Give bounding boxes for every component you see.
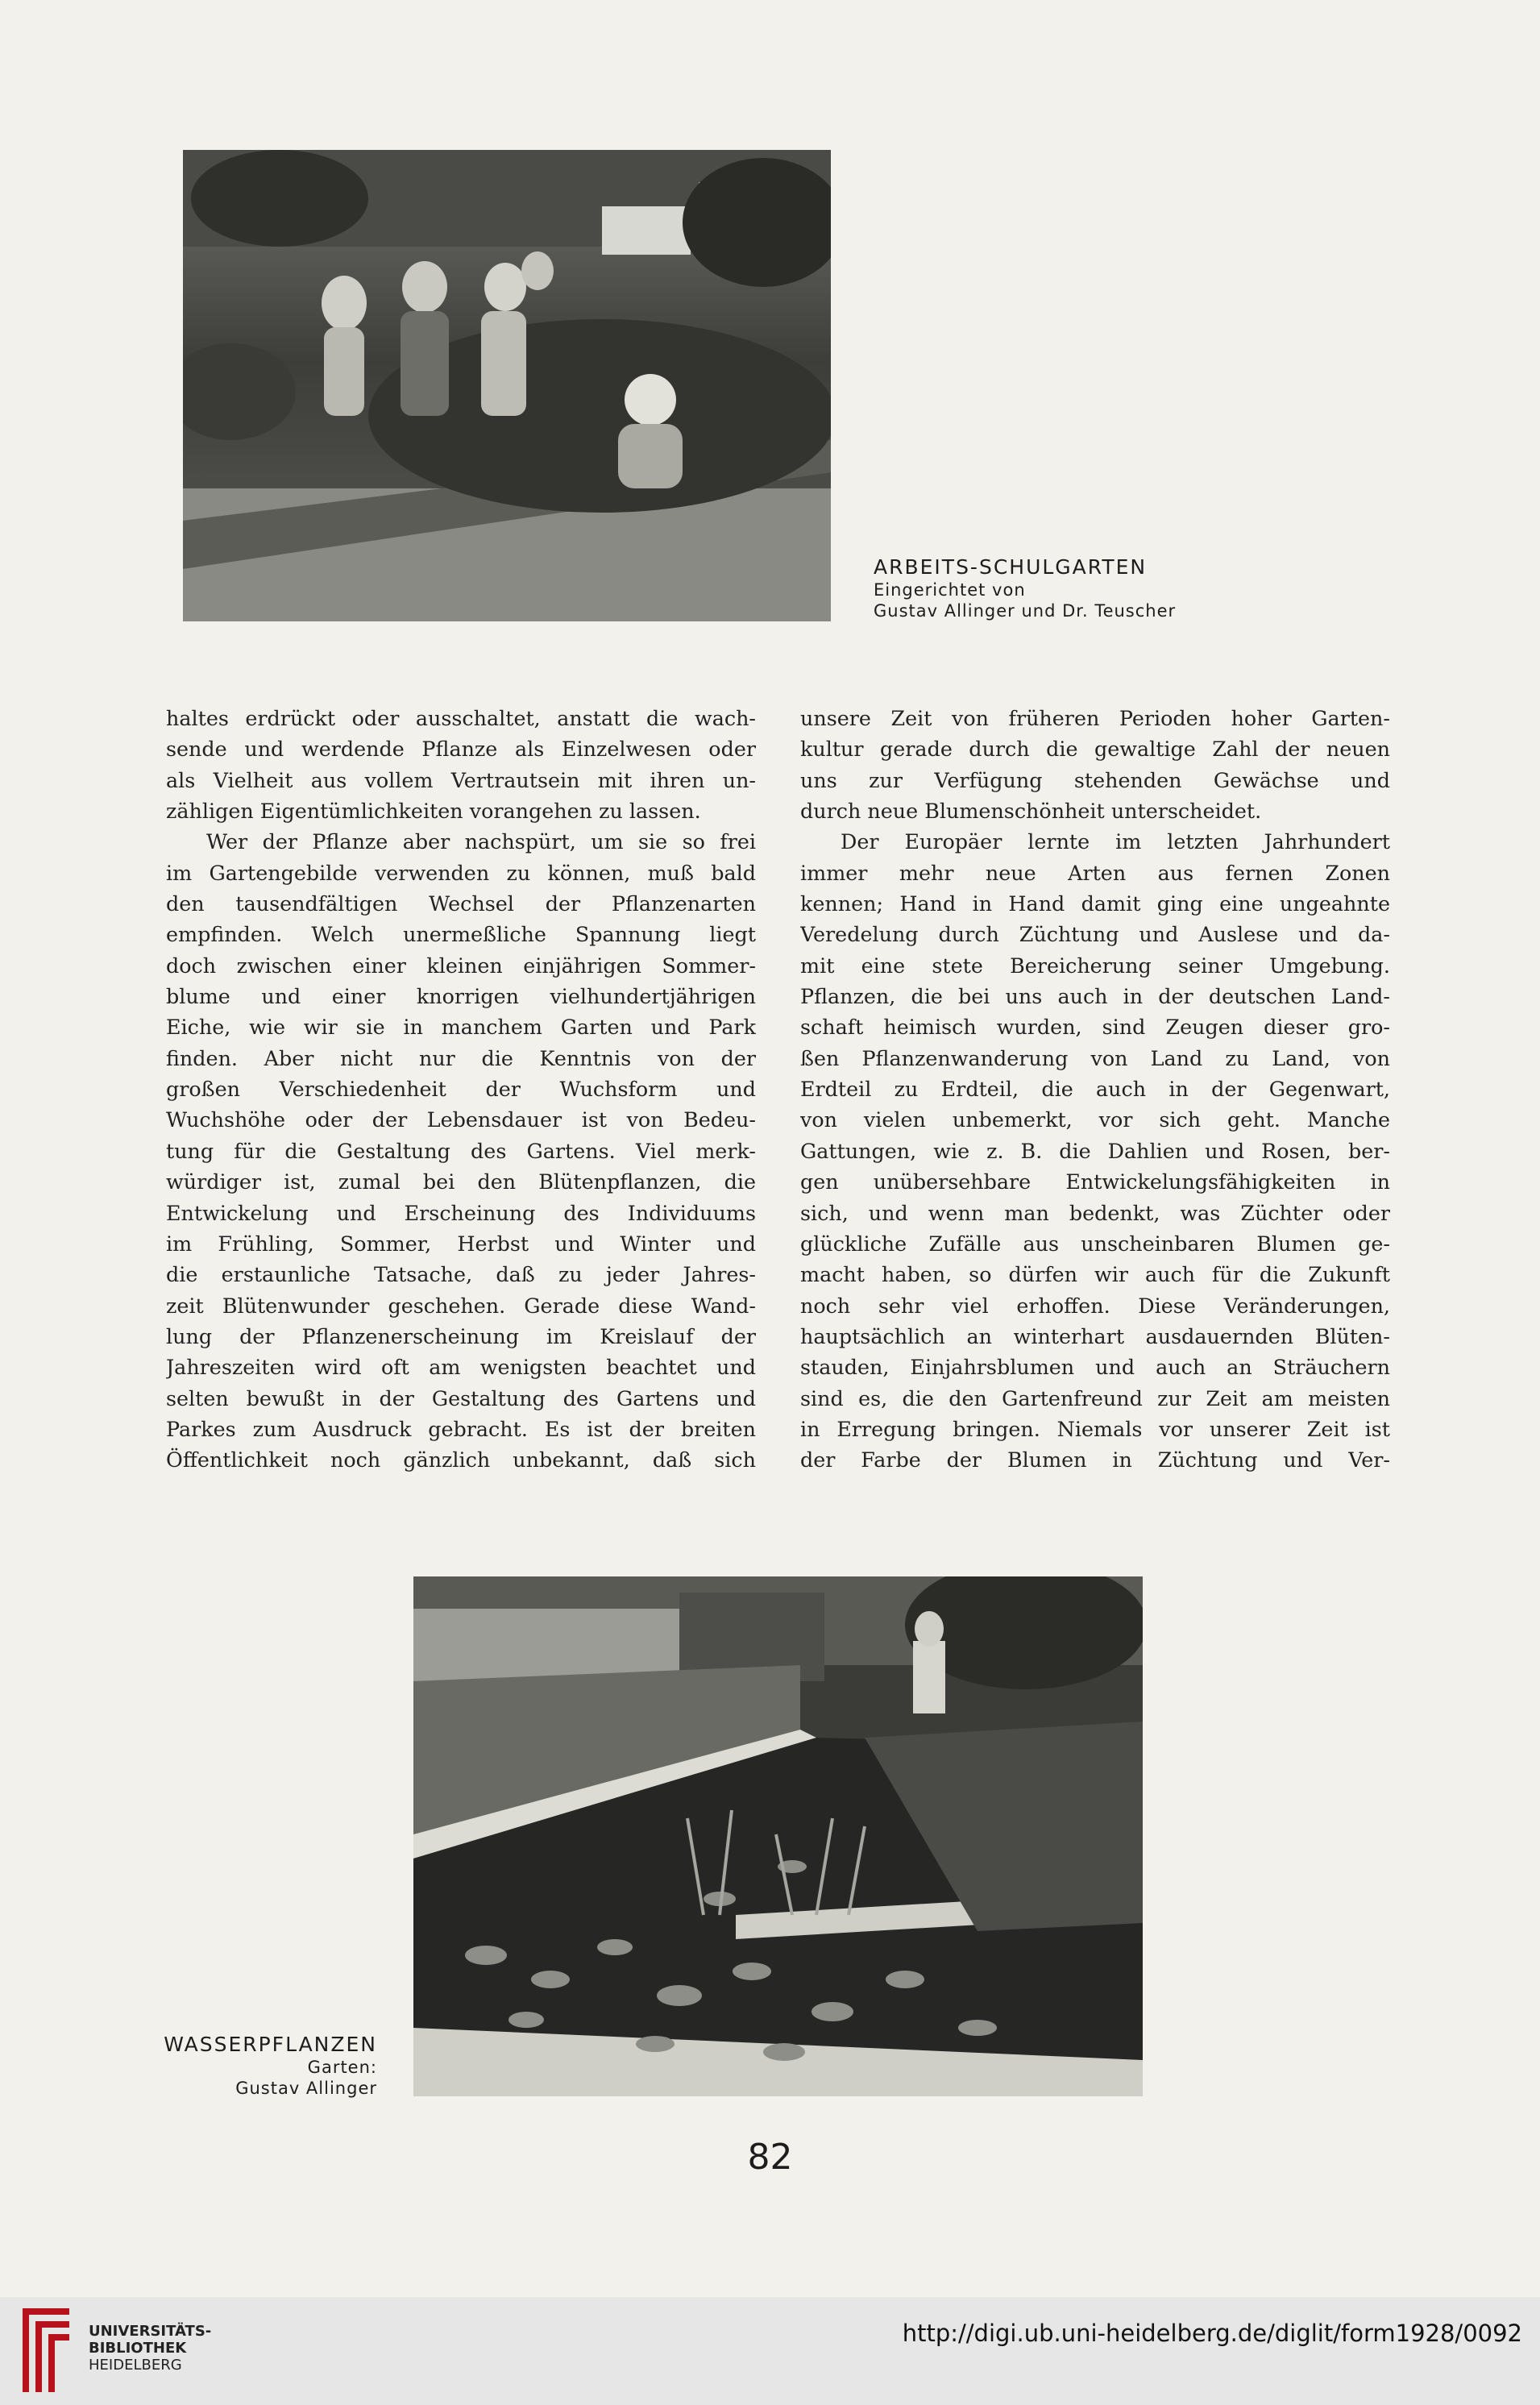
text-line: doch zwischen einer kleinen einjährigen Sommer- — [166, 953, 756, 978]
text-line: Wuchshöhe oder der Lebensdauer ist von Bedeu- — [166, 1107, 756, 1132]
text-line: Gattungen, wie z. B. die Dahlien und Rosen, ber- — [800, 1138, 1390, 1163]
text-line: sich, und wenn man bedenkt, was Züchter oder — [800, 1200, 1390, 1225]
page-number: 82 — [747, 2137, 793, 2178]
text-column-left — [166, 703, 756, 1476]
library-name-line: HEIDELBERG — [89, 2357, 182, 2374]
caption-line: Garten: — [307, 2058, 377, 2077]
caption-credit: Gustav Allinger und Dr. Teuscher — [874, 601, 1177, 621]
text-line: tung für die Gestaltung des Gartens. Viel merk- — [166, 1138, 756, 1163]
text-line: Parkes zum Ausdruck gebracht. Es ist der breiten — [166, 1416, 756, 1441]
text-line: hauptsächlich an winterhart ausdauernden Blüten- — [800, 1323, 1390, 1348]
text-line: noch sehr viel erhoffen. Diese Veränderungen, — [800, 1293, 1390, 1318]
caption-title: ARBEITS-SCHULGARTEN — [874, 555, 1148, 579]
text-line: der Farbe der Blumen in Züchtung und Ver- — [800, 1448, 1390, 1472]
text-line: Öffentlichkeit noch gänzlich unbekannt, daß sich — [166, 1448, 756, 1472]
photo-school-garden-children — [183, 150, 831, 621]
text-line: kultur gerade durch die gewaltige Zahl der neuen — [800, 737, 1390, 762]
text-line: in Erregung bringen. Niemals vor unserer Zeit ist — [800, 1416, 1390, 1441]
text-line: stauden, Einjahrsblumen und auch an Sträuchern — [800, 1355, 1390, 1380]
library-name — [89, 2323, 211, 2374]
library-footer — [0, 2297, 1540, 2405]
text-line: Der Europäer lernte im letzten Jahrhundert — [841, 829, 1390, 854]
text-line: empfinden. Welch unermeßliche Spannung liegt — [166, 922, 756, 947]
text-line: gen unübersehbare Entwickelungsfähigkeiten in — [800, 1169, 1390, 1194]
text-line: Erdteil zu Erdteil, die auch in der Gegenwart, — [800, 1077, 1390, 1102]
text-line: lung der Pflanzenerscheinung im Kreislauf der — [166, 1323, 756, 1348]
text-line: kennen; Hand in Hand damit ging eine ungeahnte — [800, 891, 1390, 916]
text-line: durch neue Blumenschönheit unterscheidet. — [800, 799, 1262, 824]
photo-water-plants-garden — [413, 1576, 1143, 2096]
caption-water-plants — [164, 2032, 377, 2099]
school-garden-photo-graphic — [183, 150, 831, 621]
text-line: zähligen Eigentümlichkeiten vorangehen zu lassen. — [166, 799, 701, 824]
text-line: zeit Blütenwunder geschehen. Gerade diese Wand- — [166, 1293, 756, 1318]
text-line: ßen Pflanzenwanderung von Land zu Land, von — [800, 1045, 1390, 1070]
library-name-line: BIBLIOTHEK — [89, 2340, 187, 2357]
text-line: im Frühling, Sommer, Herbst und Winter und — [166, 1231, 756, 1256]
text-line: den tausendfältigen Wechsel der Pflanzenarten — [166, 891, 756, 916]
text-column-right — [800, 703, 1390, 1476]
water-plants-photo-graphic — [413, 1576, 1143, 2096]
caption-title: WASSERPFLANZEN — [164, 2033, 377, 2056]
text-line: Eiche, wie wir sie in manchem Garten und Park — [166, 1015, 756, 1040]
text-line: sind es, die den Gartenfreund zur Zeit am meisten — [800, 1385, 1390, 1410]
text-line: macht haben, so dürfen wir auch für die Zukunft — [800, 1262, 1390, 1287]
caption-credit: Gustav Allinger — [235, 2079, 377, 2098]
caption-line: Eingerichtet von — [874, 580, 1026, 600]
text-line: Jahreszeiten wird oft am wenigsten beachtet und — [166, 1355, 756, 1380]
text-line: haltes erdrückt oder ausschaltet, anstatt die wach- — [166, 706, 756, 730]
text-line: Wer der Pflanze aber nachspürt, um sie so frei — [206, 829, 756, 854]
text-line: uns zur Verfügung stehenden Gewächse und — [800, 767, 1390, 792]
text-line: von vielen unbemerkt, vor sich geht. Manche — [800, 1107, 1390, 1132]
text-line: die erstaunliche Tatsache, daß zu jeder Jahres- — [166, 1262, 756, 1287]
text-line: Pflanzen, die bei uns auch in der deutschen Land- — [800, 984, 1390, 1009]
text-line: unsere Zeit von früheren Perioden hoher Garten- — [800, 706, 1390, 730]
source-url-link[interactable]: http://digi.ub.uni-heidelberg.de/diglit/form1928/0092 — [902, 2320, 1522, 2347]
text-line: mit eine stete Bereicherung seiner Umgebung. — [800, 953, 1390, 978]
text-line: sende und werdende Pflanze als Einzelwesen oder — [166, 737, 756, 762]
text-line: Entwickelung und Erscheinung des Individuums — [166, 1200, 756, 1225]
text-line: Veredelung durch Züchtung und Auslese und da- — [800, 922, 1390, 947]
text-line: immer mehr neue Arten aus fernen Zonen — [800, 860, 1390, 885]
text-line: selten bewußt in der Gestaltung des Gartens und — [166, 1385, 756, 1410]
text-line: großen Verschiedenheit der Wuchsform und — [166, 1077, 756, 1102]
text-line: blume und einer knorrigen vielhundertjährigen — [166, 984, 756, 1009]
text-line: als Vielheit aus vollem Vertrautsein mit ihren un- — [166, 767, 756, 792]
library-name-line: UNIVERSITÄTS- — [89, 2323, 212, 2340]
university-library-logo-icon — [18, 2308, 74, 2392]
text-line: schaft heimisch wurden, sind Zeugen dieser gro- — [800, 1015, 1390, 1040]
text-line: im Gartengebilde verwenden zu können, muß bald — [166, 860, 756, 885]
text-line: würdiger ist, zumal bei den Blütenpflanzen, die — [166, 1169, 756, 1194]
text-line: glückliche Zufälle aus unscheinbaren Blumen ge- — [800, 1231, 1390, 1256]
text-line: finden. Aber nicht nur die Kenntnis von der — [166, 1045, 756, 1070]
caption-school-garden — [874, 555, 1176, 621]
